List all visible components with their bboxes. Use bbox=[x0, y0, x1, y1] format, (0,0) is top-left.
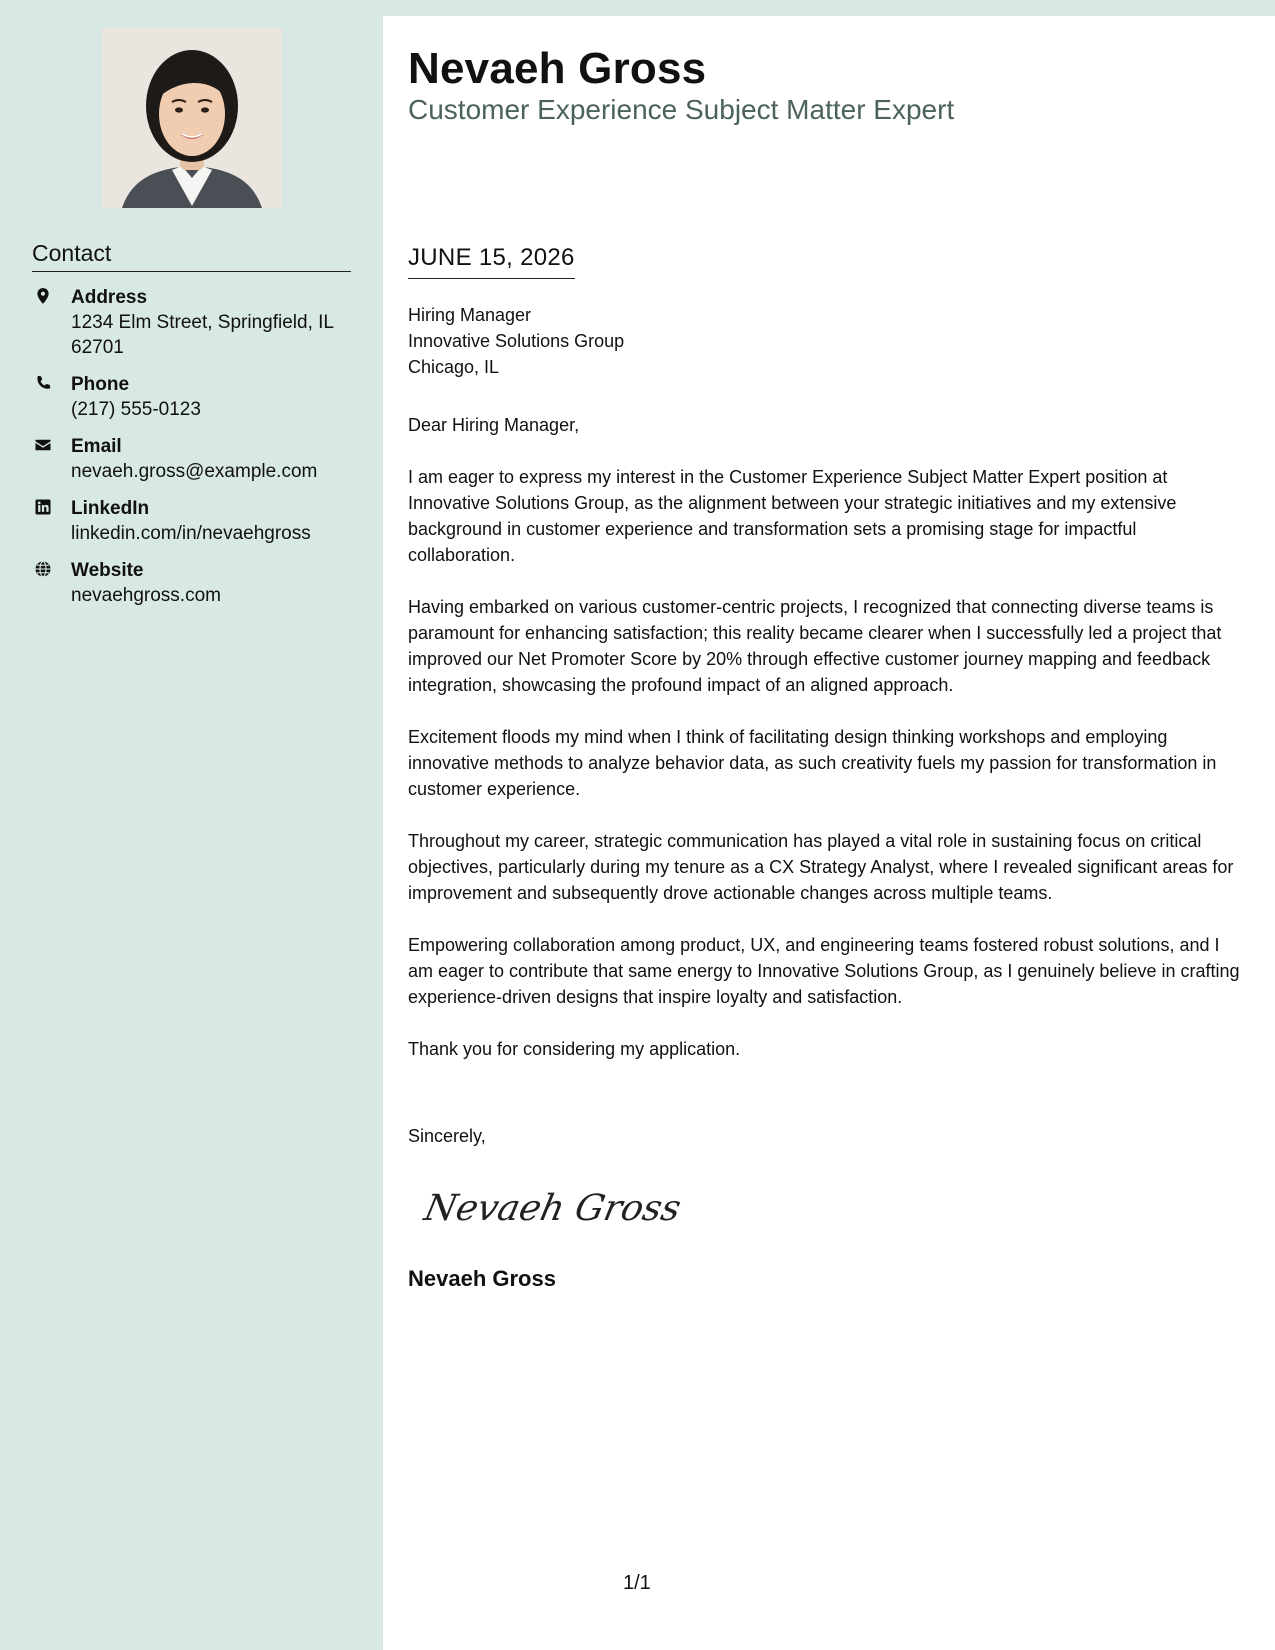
recipient-block bbox=[408, 302, 624, 380]
letter-page bbox=[383, 16, 1275, 1650]
body-paragraph: Throughout my career, strategic communication has played a vital role in sustaining focus on critical objectives, particularly during my tenure as a CX Strategy Analyst, where I revealed significant areas for improvement and subsequently drove actionable changes across multiple teams. bbox=[408, 831, 1234, 903]
contact-item-address bbox=[32, 285, 362, 360]
thanks-line: Thank you for considering my application. bbox=[408, 1039, 741, 1059]
contact-item-website bbox=[32, 558, 362, 608]
linkedin-value: linkedin.com/in/nevaehgross bbox=[71, 523, 311, 544]
contact-item-email bbox=[32, 434, 362, 484]
body-paragraph: I am eager to express my interest in the Customer Experience Subject Matter Expert position at Innovative Solutions Group, as the alignment between your strategic initiatives and my extensive background in customer experience and transformation sets a promising stage for impactful collaboration. bbox=[408, 467, 1177, 565]
body-paragraph: Having embarked on various customer-centric projects, I recognized that connecting diverse teams is paramount for enhancing satisfaction; this reality became clearer when I successfully led a project that improved our Net Promoter Score by 20% through effective customer journey mapping and feedback integration, showcasing the profound impact of an aligned approach. bbox=[408, 597, 1222, 695]
sidebar bbox=[0, 0, 383, 1650]
contact-list bbox=[32, 285, 362, 620]
contact-item-phone bbox=[32, 372, 362, 422]
contact-item-linkedin bbox=[32, 496, 362, 546]
signature-text: Nevaeh Gross bbox=[420, 1186, 685, 1229]
recipient-line: Chicago, IL bbox=[408, 357, 500, 377]
profile-photo bbox=[102, 28, 282, 208]
signed-name: Nevaeh Gross bbox=[408, 1266, 556, 1291]
map-pin-icon bbox=[34, 287, 52, 305]
contact-label: Website bbox=[71, 560, 144, 581]
phone-icon bbox=[34, 374, 52, 392]
applicant-title: Customer Experience Subject Matter Expert bbox=[408, 94, 955, 125]
envelope-icon bbox=[34, 436, 52, 454]
recipient-line: Innovative Solutions Group bbox=[408, 331, 625, 351]
email-value: nevaeh.gross@example.com bbox=[71, 461, 318, 482]
closing: Sincerely, bbox=[408, 1126, 486, 1146]
handwritten-signature bbox=[420, 1176, 685, 1236]
page-number: 1/1 bbox=[623, 1572, 651, 1594]
globe-icon bbox=[34, 560, 52, 578]
salutation: Dear Hiring Manager, bbox=[408, 415, 580, 435]
letter-date: JUNE 15, 2026 bbox=[408, 244, 575, 279]
phone-value: (217) 555-0123 bbox=[71, 399, 201, 420]
linkedin-icon bbox=[34, 498, 52, 516]
contact-label: Email bbox=[71, 436, 122, 457]
contact-label: Phone bbox=[71, 374, 130, 395]
address-line-1: 1234 Elm Street, Springfield, IL bbox=[71, 312, 334, 333]
contact-label: Address bbox=[71, 287, 148, 308]
contact-label: LinkedIn bbox=[71, 498, 150, 519]
applicant-name: Nevaeh Gross bbox=[408, 44, 707, 93]
address-line-2: 62701 bbox=[71, 337, 124, 358]
contact-heading: Contact bbox=[32, 240, 351, 272]
person-portrait-icon bbox=[102, 28, 282, 208]
letter-body bbox=[408, 412, 1248, 1088]
body-paragraph: Empowering collaboration among product, UX, and engineering teams fostered robust solutions, and I am eager to contribute that same energy to Innovative Solutions Group, as I genuinely believe in crafting experience-driven designs that inspire loyalty and satisfaction. bbox=[408, 935, 1240, 1007]
recipient-line: Hiring Manager bbox=[408, 305, 532, 325]
body-paragraph: Excitement floods my mind when I think of facilitating design thinking workshops and employing innovative methods to analyze behavior data, as such creativity fuels my passion for transformation in customer experience. bbox=[408, 727, 1217, 799]
website-value: nevaehgross.com bbox=[71, 585, 221, 606]
